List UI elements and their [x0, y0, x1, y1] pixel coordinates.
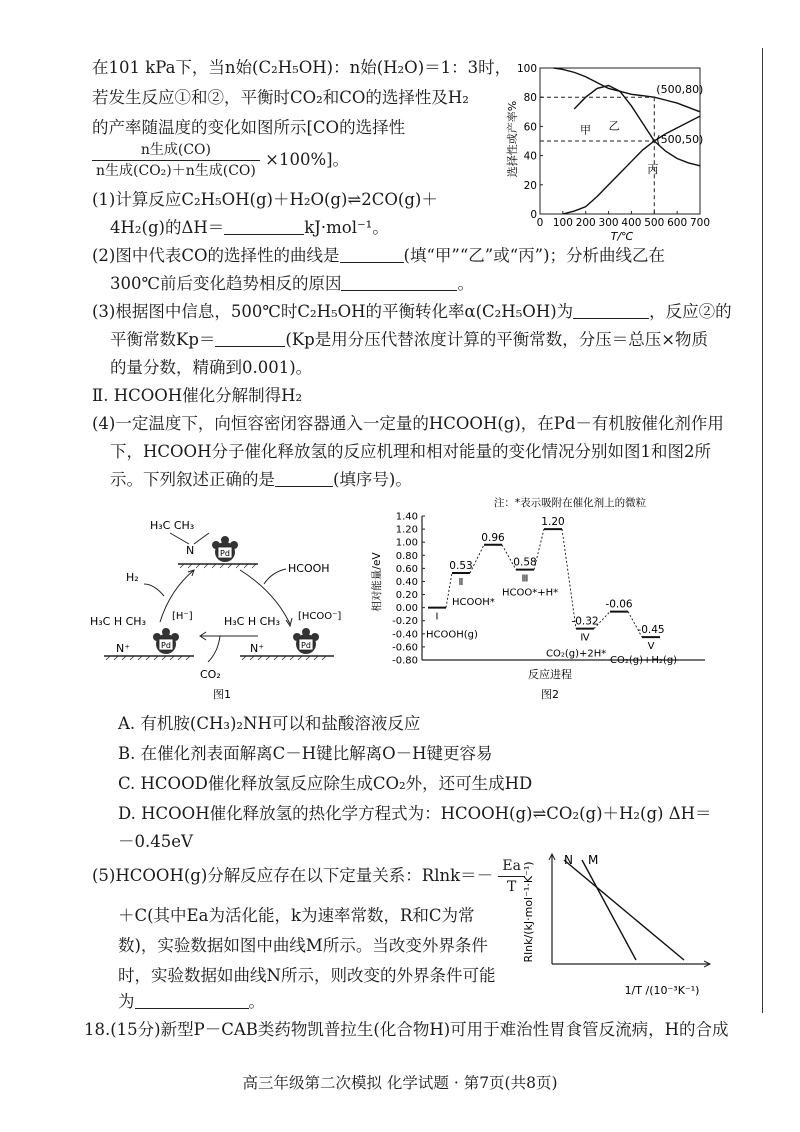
selectivity-chart — [500, 54, 715, 244]
chart1-x-tick-label: 400 — [621, 217, 642, 229]
fig1-right-pd-catalyst — [293, 628, 319, 654]
chart2-species: HCOOH(g) — [426, 629, 478, 641]
chart2-y-tick-label: -0.60 — [392, 642, 418, 654]
chart2-y-tick-label: 1.00 — [395, 537, 418, 549]
q2-answer-blank[interactable] — [340, 245, 404, 263]
q2-text-d: 。 — [457, 274, 474, 293]
chart1-y-tick-label: 0 — [530, 209, 537, 221]
q5-line-5 — [118, 990, 265, 1014]
chart2-y-tick-label: 0.60 — [395, 563, 418, 575]
chart2-y-tick-label: 0.20 — [395, 590, 418, 602]
q3-text-d: (Kp是用分压代替浓度计算的平衡常数，分压＝总压×物质 — [285, 330, 709, 349]
chart3-series-label: M — [588, 853, 599, 867]
q4-option-d-cont: －0.45eV — [118, 832, 193, 851]
q1-line-1: (1)计算反应C₂H₅OH(g)＋H₂O(g)⇌2CO(g)＋ — [92, 190, 438, 209]
chart1-x-tick-label: 200 — [575, 217, 596, 229]
chart3-series-line — [582, 860, 636, 960]
q2-reason-blank[interactable] — [341, 273, 457, 291]
q3-kp-blank[interactable] — [215, 329, 285, 347]
page-right-rule — [762, 48, 763, 1013]
chart2-y-tick-label: 0.80 — [395, 550, 418, 562]
q5-text-a: (5)HCOOH(g)分解反应存在以下定量关系：Rlnk＝－ — [92, 866, 494, 885]
chart3-series-line — [564, 860, 684, 960]
q5-line-4: 时，实验数据如曲线N所示，则改变的外界条件可能 — [118, 966, 496, 985]
rlnk-chart — [512, 846, 717, 1012]
chart2-connector — [562, 529, 576, 628]
fraction-denominator: n生成(CO₂)＋n生成(CO) — [96, 163, 256, 179]
intro-line-1: 在101 kPa下，当n始(C₂H₅OH)：n始(H₂O)＝1：3时， — [92, 58, 512, 77]
chart1-x-tick-label: 700 — [689, 217, 711, 229]
chart2-level-value: 0.58 — [513, 556, 537, 569]
chart2-note: 注：*表示吸附在催化剂上的微粒 — [493, 497, 647, 509]
chart3-series-label: N — [564, 853, 573, 867]
fraction-numerator: n生成(CO) — [92, 140, 260, 161]
chart2-y-tick-label: -0.80 — [392, 655, 418, 667]
fig1-co2: CO₂ — [200, 668, 221, 681]
q1-answer-blank[interactable] — [224, 217, 304, 235]
page-footer: 高三年级第二次模拟 化学试题 · 第7页(共8页) — [242, 1074, 558, 1092]
chart1-x-tick-label: 0 — [536, 217, 544, 229]
q2-line-1 — [92, 244, 665, 268]
energy-profile-chart — [360, 494, 715, 702]
chart2-species: HCOO*+H* — [502, 587, 559, 599]
chart1-series-label: 乙 — [608, 119, 620, 133]
fig1-left-pd: Pd — [161, 641, 171, 650]
chart3-x-label: 1/T /(10⁻³K⁻¹) — [624, 984, 700, 997]
q5-frac-num: Ea — [498, 856, 525, 877]
q5-answer-blank[interactable] — [135, 991, 249, 1009]
section-2-title: Ⅱ. HCOOH催化分解制得H₂ — [92, 386, 303, 405]
fig1-top-group: H₃C CH₃ — [150, 519, 195, 532]
chart2-level-roman: Ⅱ — [458, 576, 464, 588]
chart1-series-label: 甲 — [580, 123, 591, 137]
q5-text-a2: 为 — [118, 992, 135, 1011]
fig1-left-n: N⁺ — [116, 642, 131, 655]
q1-line-2 — [110, 216, 389, 240]
q4-line-1: (4)一定温度下，向恒容密闭容器通入一定量的HCOOH(g)，在Pd－有机胺催化剂作用 — [92, 414, 724, 433]
fig1-h2: H₂ — [126, 571, 139, 584]
chart1-x-tick-label: 100 — [552, 217, 573, 229]
chart2-level-value: -0.32 — [571, 615, 599, 628]
fig1-hcooh-arrow — [264, 569, 286, 584]
chart1-y-tick-label: 20 — [523, 179, 537, 192]
chart1-y-tick-label: 60 — [523, 121, 537, 134]
q3-conversion-blank[interactable] — [573, 301, 649, 319]
q3-text-c: 平衡常数Kp＝ — [110, 330, 216, 349]
fig1-top-pd: Pd — [220, 549, 230, 558]
q3-line-3: 的量分数，精确到0.001)。 — [110, 358, 313, 377]
intro-line-3: 的产率随温度的变化如图所示[CO的选择性 — [92, 118, 406, 137]
co-selectivity-definition — [92, 140, 349, 181]
q5-line-1 — [92, 856, 525, 897]
chart2-y-tick-label: 1.40 — [395, 511, 418, 523]
chart1-x-label: T/℃ — [610, 230, 634, 243]
fig1-right-n: N⁺ — [250, 642, 265, 655]
chart2-caption: 图2 — [541, 688, 559, 701]
chart2-y-tick-label: -0.20 — [392, 616, 418, 628]
fig1-right-pd: Pd — [301, 641, 311, 650]
q1-text-b: kJ·mol⁻¹。 — [304, 218, 389, 237]
chart1-y-tick-label: 80 — [523, 92, 537, 105]
q4-option-a: A. 有机胺(CH₃)₂NH可以和盐酸溶液反应 — [118, 714, 421, 733]
q2-text-c: 300℃前后变化趋势相反的原因 — [110, 274, 342, 293]
intro-line-2: 若发生反应①和②，平衡时CO₂和CO的选择性及H₂ — [92, 88, 469, 107]
chart2-level-value: -0.45 — [637, 624, 665, 637]
chart1-y-tick-label: 40 — [523, 150, 537, 163]
q4-answer-blank[interactable] — [275, 469, 333, 487]
chart2-level-value: 0.53 — [449, 559, 473, 572]
q3-text-a: (3)根据图中信息，500℃时C₂H₅OH的平衡转化率α(C₂H₅OH)为 — [92, 302, 574, 321]
fig1-left-pd-catalyst — [153, 628, 179, 654]
chart2-y-tick-label: -0.40 — [392, 629, 418, 641]
chart2-y-tick-label: 0.00 — [395, 603, 418, 615]
fig1-top-pd-catalyst — [212, 536, 238, 562]
fig1-top-n: N — [186, 544, 195, 557]
q3-line-1 — [92, 300, 732, 324]
chart2-species: HCOOH* — [452, 596, 495, 608]
chart2-level-roman: Ⅲ — [521, 573, 529, 585]
q4-text-b: (填序号)。 — [333, 470, 412, 489]
chart2-level-roman: Ⅳ — [580, 632, 590, 644]
chart3-y-label: Rlnk/(kJ·mol⁻¹·K⁻¹) — [522, 861, 535, 963]
chart2-level-roman: Ⅴ — [647, 641, 655, 653]
chart2-level-value: 0.96 — [481, 531, 505, 544]
chart1-annotation: (500,50) — [656, 133, 704, 146]
fig1-h2-arrow — [144, 584, 164, 596]
fig1-co2-arrow — [208, 636, 220, 662]
chart2-x-label: 反应进程 — [528, 668, 572, 681]
q18-line-1: 18.(15分)新型P－CAB类药物凯普拉生(化合物H)可用于难治性胃食管反流病，H的合成 — [84, 1020, 729, 1039]
chart2-y-tick-label: 0.40 — [395, 576, 418, 588]
q3-text-b: ，反应②的 — [649, 302, 732, 321]
chart2-y-tick-label: 1.20 — [395, 524, 418, 536]
q4-text-a: 示。下列叙述正确的是 — [110, 470, 275, 489]
fig1-left-group: H₃C H CH₃ — [90, 615, 146, 628]
figure-1-mechanism — [90, 512, 360, 702]
q5-text-b2: 。 — [248, 992, 265, 1011]
selectivity-fraction — [92, 140, 260, 181]
q4-option-d: D. HCOOH催化释放氢的热化学方程式为：HCOOH(g)⇌CO₂(g)＋H₂(g) ΔH＝ — [118, 804, 712, 823]
q2-line-2 — [110, 272, 474, 296]
chart1-annotation: (500,80) — [656, 83, 704, 97]
chart2-level-value: 1.20 — [541, 516, 565, 529]
q3-line-2 — [110, 328, 708, 352]
q4-option-b: B. 在催化剂表面解离C－H键比解离O－H键更容易 — [118, 744, 493, 763]
q5-line-2: ＋C(其中Ea为活化能，k为速率常数，R和C为常 — [118, 906, 475, 925]
q2-text-a: (2)图中代表CO的选择性的曲线是 — [92, 246, 340, 265]
fig1-left-ion: [H⁻] — [172, 611, 193, 622]
chart1-y-label: 选择性或产率% — [506, 100, 519, 178]
q1-text-a: 4H₂(g)的ΔH＝ — [110, 218, 225, 237]
chart1-x-tick-label: 300 — [598, 217, 619, 229]
fraction-tail: ×100%]。 — [265, 150, 350, 169]
q5-line-3: 数)，实验数据如图中曲线M所示。当改变外界条件 — [118, 936, 488, 955]
chart2-species: CO₂(g)+2H* — [546, 648, 607, 660]
chart2-level-roman: Ⅰ — [435, 611, 439, 623]
q4-option-c: C. HCOOD催化释放氢反应除生成CO₂外，还可生成HD — [118, 774, 533, 793]
chart2-y-label: 相对能量/eV — [371, 552, 383, 612]
fig1-caption: 图1 — [213, 688, 231, 701]
fig1-right-ion: [HCOO⁻] — [298, 611, 342, 622]
chart1-x-tick-label: 600 — [667, 217, 688, 229]
chart1-series-label: 丙 — [647, 163, 659, 177]
q5-frac-den: T — [506, 879, 517, 895]
fig1-top-bonds — [170, 533, 209, 544]
q4-line-2: 下，HCOOH分子催化释放氢的反应机理和相对能量的变化情况分别如图1和图2所 — [110, 442, 711, 461]
chart1-x-tick-label: 500 — [644, 217, 665, 229]
q4-line-3 — [110, 468, 412, 492]
q2-text-b: (填“甲”“乙”或“丙”)；分析曲线乙在 — [403, 246, 666, 265]
fig1-right-group: H₃C H CH₃ — [224, 615, 280, 628]
chart2-level-value: -0.06 — [605, 598, 633, 611]
chart1-y-tick-label: 100 — [516, 63, 537, 75]
chart2-species: CO₂(g)+H₂(g) — [610, 655, 678, 667]
fig1-hcooh: HCOOH — [288, 562, 330, 575]
